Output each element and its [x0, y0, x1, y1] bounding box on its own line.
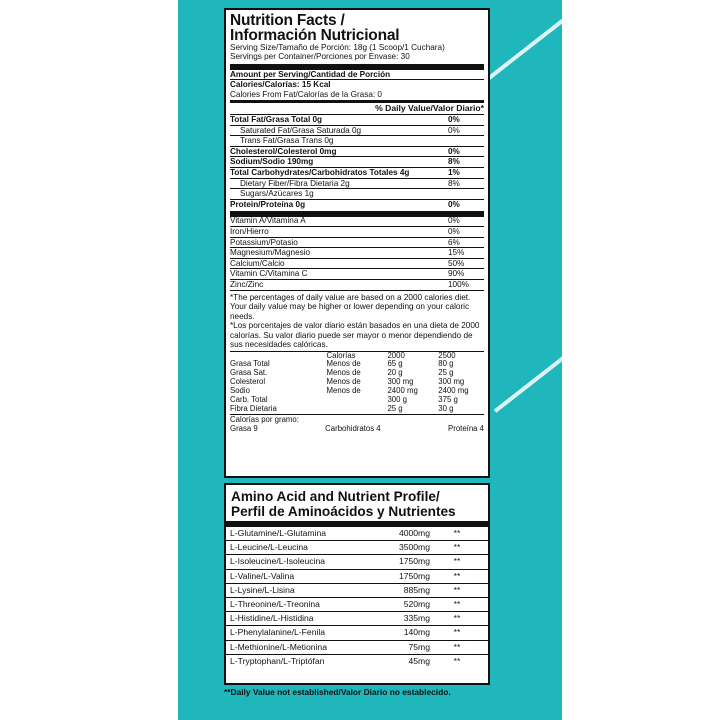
nutrient-value: 8% [448, 157, 460, 167]
amino-row [226, 583, 488, 597]
amino-name: L-Lysine/L-Lisina [230, 584, 295, 595]
calories-per-gram-values [230, 424, 484, 433]
decor-stripe [484, 0, 562, 83]
daily-value-note: **Daily Value not established/Valor Diario no establecido. [224, 687, 451, 697]
amino-row [226, 569, 488, 583]
vitamin-label: Vitamin C/Vitamina C [230, 269, 308, 279]
reference-cell: Menos de [326, 377, 361, 387]
amino-row [226, 527, 488, 540]
reference-cell: 2000 [387, 350, 405, 360]
vitamin-value: 50% [448, 258, 465, 268]
amino-row [226, 640, 488, 654]
nutrient-value [448, 136, 484, 146]
cal-fat: Grasa 9 [230, 424, 258, 434]
reference-cell: 2400 mg [438, 386, 469, 396]
calories-per-gram: Calorías por gramo: [230, 414, 299, 424]
vitamin-row [230, 237, 484, 248]
reference-cell: Sodio [230, 386, 250, 396]
nutrient-row [230, 188, 484, 199]
amino-dv: ** [453, 613, 461, 624]
nutrient-value [448, 189, 484, 199]
nutrient-value: 0% [448, 199, 460, 209]
nutrient-row [230, 135, 484, 146]
amino-qty: 885mg [403, 584, 430, 595]
amino-row [226, 611, 488, 625]
nutrient-label: Trans Fat/Grasa Trans 0g [240, 136, 334, 146]
amino-dv: ** [453, 542, 461, 553]
reference-cell: 30 g [438, 403, 454, 413]
reference-cell: Menos de [326, 386, 361, 396]
amino-name: L-Tryptophan/L-Triptófan [230, 655, 325, 666]
nutrient-rows [230, 114, 484, 209]
vitamin-label: Vitamin A/Vitamina A [230, 216, 306, 226]
amino-dv: ** [453, 570, 461, 581]
nutrient-value: 0% [448, 125, 460, 135]
reference-cell: 300 g [387, 395, 407, 405]
vitamin-row [230, 247, 484, 258]
vitamin-label: Calcium/Calcio [230, 258, 285, 268]
calories-from-fat: Calories From Fat/Calorías de la Grasa: 0 [230, 89, 382, 99]
nutrient-label: Protein/Proteína 0g [230, 199, 306, 209]
cal-protein: Proteína 4 [448, 424, 484, 434]
vitamin-row [230, 279, 484, 290]
nutrient-row [230, 178, 484, 189]
serving-size: Serving Size/Tamaño de Porción: 18g (1 Scoop/1 Cuchara) [230, 43, 445, 52]
amino-name: L-Leucine/L-Leucina [230, 542, 308, 553]
reference-cell: Carb. Total [230, 395, 268, 405]
nutrition-facts-panel [224, 8, 490, 478]
amino-qty: 4000mg [398, 528, 430, 538]
amino-dv: ** [453, 655, 461, 666]
vitamin-row [230, 216, 484, 226]
nutrient-row [230, 146, 484, 157]
amino-name: L-Threonine/L-Treonina [230, 599, 320, 610]
amino-qty: 75mg [408, 641, 430, 652]
daily-value-header: % Daily Value/Valor Diario* [375, 103, 484, 114]
vitamin-label: Iron/Hierro [230, 226, 269, 236]
amino-row [226, 654, 488, 668]
amino-dv: ** [453, 584, 461, 595]
reference-row [230, 405, 484, 414]
reference-cell: Menos de [326, 368, 361, 378]
reference-cell: Grasa Sat. [230, 368, 268, 378]
amino-name: L-Glutamine/L-Glutamina [230, 528, 327, 538]
vitamin-value: 0% [448, 216, 460, 226]
reference-cell: Calorías [326, 350, 356, 360]
amino-row [226, 597, 488, 611]
reference-cell: Grasa Total [230, 359, 270, 369]
nutrient-row [230, 199, 484, 210]
reference-cell: 20 g [387, 368, 403, 378]
nutrient-label: Total Fat/Grasa Total 0g [230, 115, 323, 125]
reference-cell: 25 g [387, 403, 403, 413]
reference-cell [327, 396, 388, 405]
reference-cell: Colesterol [230, 377, 266, 387]
amino-name: L-Valine/L-Valina [230, 570, 295, 581]
nutrient-label: Sugars/Azúcares 1g [240, 189, 314, 199]
reference-cell: 300 mg [387, 377, 414, 387]
amino-dv: ** [453, 528, 461, 538]
nutrient-label: Sodium/Sodio 190mg [230, 157, 314, 167]
amino-qty: 140mg [403, 627, 430, 638]
amino-name: L-Isoleucine/L-Isoleucina [230, 556, 326, 567]
amino-qty: 520mg [403, 599, 430, 610]
footnote-es: *Los porcentajes de valor diario están basados en una dieta de 2000 calorías. Su valor diario puede ser mayor o menor dependiendo de sus necesidades calóricas. [230, 321, 480, 350]
servings-per-container: Servings per Container/Porciones por Envase: 30 [230, 52, 410, 62]
vitamin-value: 90% [448, 269, 465, 279]
amino-dv: ** [453, 556, 461, 567]
nutrient-label: Total Carbohydrates/Carbohidratos Totales 4g [230, 168, 410, 177]
reference-cell: 375 g [438, 395, 458, 405]
amino-row [226, 625, 488, 639]
reference-cell: 65 g [387, 359, 403, 369]
amount-per-serving: Amount per Serving/Cantidad de Porción [230, 69, 391, 79]
amino-name: L-Histidine/L-Histidina [230, 613, 314, 624]
nutrient-label: Cholesterol/Colesterol 0mg [230, 146, 337, 156]
footnote-en: *The percentages of daily value are based on a 2000 calories diet. Your daily value may be higher or lower depending on your caloric needs. [230, 292, 471, 321]
reference-cell [327, 405, 388, 414]
reference-cell: 2500 [438, 350, 456, 360]
nutrient-row [230, 125, 484, 136]
decor-stripe [494, 311, 562, 413]
amino-dv: ** [453, 599, 461, 610]
vitamin-label: Magnesium/Magnesio [230, 248, 311, 258]
vitamin-value: 6% [448, 237, 460, 247]
amino-dv: ** [453, 627, 461, 638]
amino-name: L-Phenylalanine/L-Fenila [230, 627, 326, 638]
vitamin-row [230, 258, 484, 269]
vitamin-label: Zinc/Zinc [230, 279, 264, 289]
amino-row [226, 554, 488, 568]
amino-qty: 1750mg [398, 556, 430, 567]
vitamin-value: 100% [448, 279, 469, 289]
nutrient-row [230, 156, 484, 167]
reference-table [230, 352, 484, 414]
amino-title [226, 485, 488, 521]
amino-title-es: Perfil de Aminoácidos y Nutrientes [231, 504, 456, 519]
nutrient-value: 1% [448, 168, 460, 177]
nutrient-label: Dietary Fiber/Fibra Dietaria 2g [240, 178, 350, 188]
amino-qty: 45mg [408, 655, 430, 666]
amino-dv: ** [453, 641, 461, 652]
nutrient-row [230, 114, 484, 125]
reference-cell: Fibra Dietaria [230, 403, 277, 413]
vitamin-value: 0% [448, 226, 460, 236]
amino-row [226, 540, 488, 554]
reference-cell: Menos de [326, 359, 361, 369]
vitamin-row [230, 226, 484, 237]
nutrient-label: Saturated Fat/Grasa Saturada 0g [240, 125, 362, 135]
amino-rows [226, 527, 488, 668]
amino-title-en: Amino Acid and Nutrient Profile/ [231, 489, 440, 504]
cal-carb: Carbohidratos 4 [325, 424, 381, 434]
nutrient-row [230, 167, 484, 178]
amino-name: L-Methionine/L-Metionina [230, 641, 327, 652]
reference-cell: 300 mg [438, 377, 465, 387]
reference-cell: 2400 mg [387, 386, 418, 396]
facts-title: Nutrition Facts / [230, 12, 345, 29]
amino-qty: 1750mg [398, 570, 430, 581]
vitamin-rows [230, 216, 484, 289]
vitamin-row [230, 268, 484, 279]
amino-acid-panel [224, 483, 490, 685]
amino-qty: 3500mg [398, 542, 430, 553]
nutrient-value: 0% [448, 146, 460, 156]
reference-cell: 25 g [438, 368, 454, 378]
nutrient-value: 8% [448, 178, 460, 188]
vitamin-label: Potassium/Potasio [230, 237, 298, 247]
vitamin-value: 15% [448, 248, 465, 258]
nutrient-value: 0% [448, 115, 460, 125]
calories: Calories/Calorías: 15 Kcal [230, 80, 331, 90]
reference-cell: 80 g [438, 359, 454, 369]
amino-qty: 335mg [403, 613, 430, 624]
facts-title-es: Información Nutricional [230, 27, 400, 44]
